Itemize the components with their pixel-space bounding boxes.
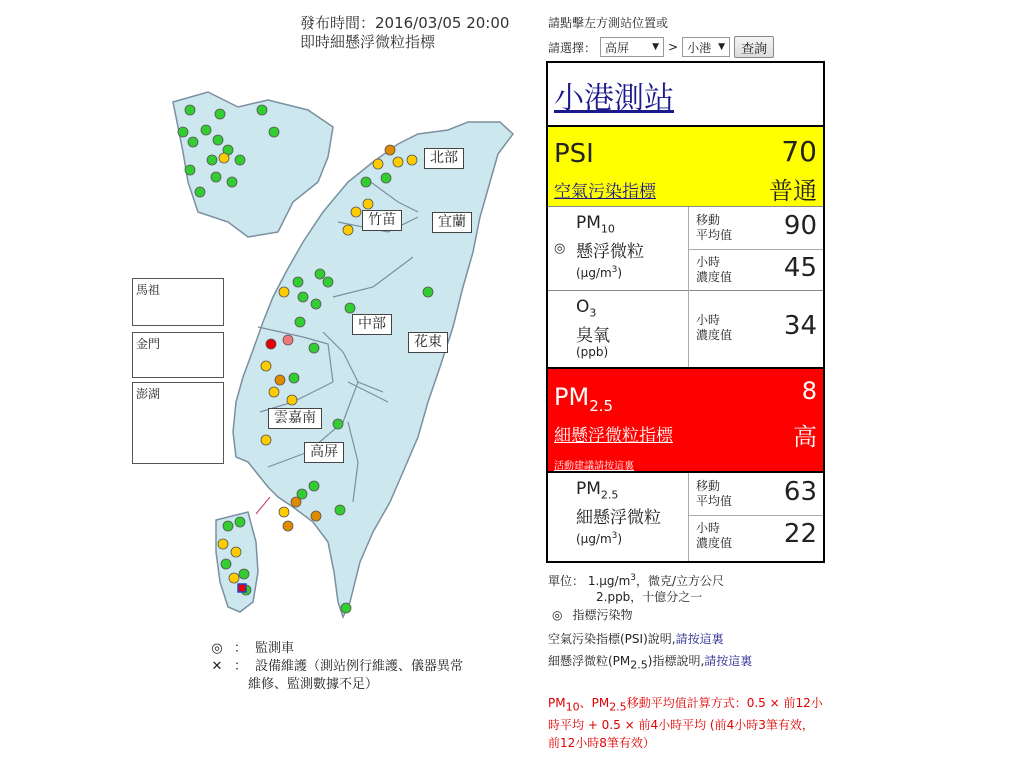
pm25-band [548, 367, 823, 473]
pm10-block [548, 207, 823, 291]
station-select-value: 小港 [687, 40, 712, 55]
psi-value: 70 [781, 135, 817, 168]
legend-row-maintenance-2 [208, 676, 463, 694]
region-label-hualien-taitung[interactable]: 花東 [408, 332, 448, 353]
region-label-hsinchu-miaoli[interactable]: 竹苗 [362, 210, 402, 231]
o3-name: $O_3$ [576, 297, 597, 320]
pm25-hourly-value: 22 [783, 519, 817, 549]
monitor-vehicle-icon: ◎ [211, 641, 223, 656]
psi-level: 普通 [769, 177, 817, 205]
page-subtitle: 即時細懸浮微粒指標 [300, 33, 436, 51]
pm25-level: 高 [793, 423, 817, 451]
inset-label-matsu: 馬祖 [136, 283, 161, 297]
pm25-moving-value: 63 [783, 477, 817, 507]
pm25-label: $PM_{2.5}$ [554, 383, 614, 415]
psi-label: PSI [554, 139, 594, 169]
inset-matsu[interactable] [132, 278, 224, 326]
region-label-yunjianan[interactable]: 雲嘉南 [268, 408, 322, 429]
pm25-moving-label: 移動 平均值 [696, 479, 733, 508]
selector-prompt: 請點擊左方測站位置或 [548, 16, 669, 30]
pm25-detail-block [548, 473, 823, 561]
pm10-moving-label: 移動 平均值 [696, 213, 733, 242]
chevron-down-icon: ▼ [652, 42, 660, 52]
selector-separator: > [668, 40, 679, 54]
station-title: 小港測站 [554, 81, 674, 116]
psi-info-link[interactable]: 空氣污染指標 [554, 182, 656, 202]
legend-row-maintenance: ✕ ： 設備維護（測站例行維護、儀器異常 [208, 658, 463, 676]
pm25-desc: 細懸浮微粒 [576, 508, 661, 528]
activity-advice-link[interactable]: 活動建議請按這裏 [554, 461, 634, 472]
region-label-north[interactable]: 北部 [424, 148, 464, 169]
inset-kinmen[interactable] [132, 332, 224, 378]
pm25-expl-row: 細懸浮微粒(PM2.5)指標說明,請按這裏 [548, 654, 753, 672]
pm25-expl-link[interactable]: 請按這裏 [704, 654, 753, 668]
moving-average-formula-note: PM10、PM2.5移動平均值計算方式：0.5 × 前12小時平均 + 0.5 × 前4小時平均 (前4小時3筆有效，前12小時8筆有效） [548, 696, 823, 751]
o3-block [548, 291, 823, 367]
taiwan-map[interactable] [128, 82, 528, 642]
unit-note-2: 2.ppb，十億分之一 [596, 590, 703, 604]
station-panel [546, 61, 825, 563]
publish-time: 發布時間：2016/03/05 20:00 [300, 14, 510, 32]
pm10-hourly-label: 小時 濃度值 [696, 255, 733, 284]
pm10-moving-value: 90 [783, 211, 817, 241]
inset-label-penghu: 澎湖 [136, 387, 161, 401]
county-select[interactable] [600, 37, 664, 57]
pm25-name: $PM_{2.5}$ [576, 479, 619, 502]
pm25-unit: $(\mu g/m^3)$ [576, 531, 623, 546]
pm10-name: $PM_{10}$ [576, 213, 615, 236]
notes-section [548, 570, 828, 673]
county-select-value: 高屏 [605, 40, 630, 55]
query-button[interactable]: 查詢 [734, 36, 774, 58]
pm25-info-link[interactable]: 細懸浮微粒指標 [554, 426, 673, 446]
selector-row [548, 36, 774, 58]
o3-desc: 臭氧 [576, 326, 610, 346]
chevron-down-icon: ▼ [718, 42, 726, 52]
indicator-pollutant-icon: ◎ [554, 241, 566, 256]
psi-band [548, 125, 823, 207]
o3-hourly-label: 小時 濃度值 [696, 313, 733, 342]
region-label-gaoping[interactable]: 高屏 [304, 442, 344, 463]
inset-label-kinmen: 金門 [136, 337, 161, 351]
inset-penghu[interactable] [132, 382, 224, 464]
maintenance-icon: ✕ [211, 659, 223, 674]
psi-expl-link[interactable]: 請按這裏 [675, 632, 724, 646]
psi-expl-row: 空氣污染指標(PSI)說明,請按這裏 [548, 632, 724, 646]
map-legend [208, 640, 463, 694]
o3-hourly-value: 34 [783, 311, 817, 341]
pm10-hourly-value: 45 [783, 253, 817, 283]
pm25-hourly-label: 小時 濃度值 [696, 521, 733, 550]
pm10-unit: $(\mu g/m^3)$ [576, 265, 623, 280]
o3-unit: (ppb) [576, 345, 609, 359]
indicator-pollutant-icon: ◎ [552, 608, 563, 622]
legend-row-vehicle: ◎ ： 監測車 [208, 640, 463, 658]
unit-note-1: 單位： $1.\mu g/m^3$，微克/立方公尺 [548, 573, 725, 588]
legend-maintenance-text-2: 維修、監測數據不足） [248, 677, 379, 692]
pm10-desc: 懸浮微粒 [576, 242, 644, 262]
legend-maintenance-text: 設備維護（測站例行維護、儀器異常 [255, 659, 464, 674]
legend-vehicle-text: 監測車 [255, 641, 295, 656]
region-label-central[interactable]: 中部 [352, 314, 392, 335]
pm25-value: 8 [801, 377, 817, 405]
station-select[interactable] [682, 37, 730, 57]
region-label-yilan[interactable]: 宜蘭 [432, 212, 472, 233]
north-inset [173, 92, 333, 237]
indicator-note: ◎ 指標污染物 [552, 608, 633, 622]
choose-label: 請選擇： [548, 40, 597, 55]
